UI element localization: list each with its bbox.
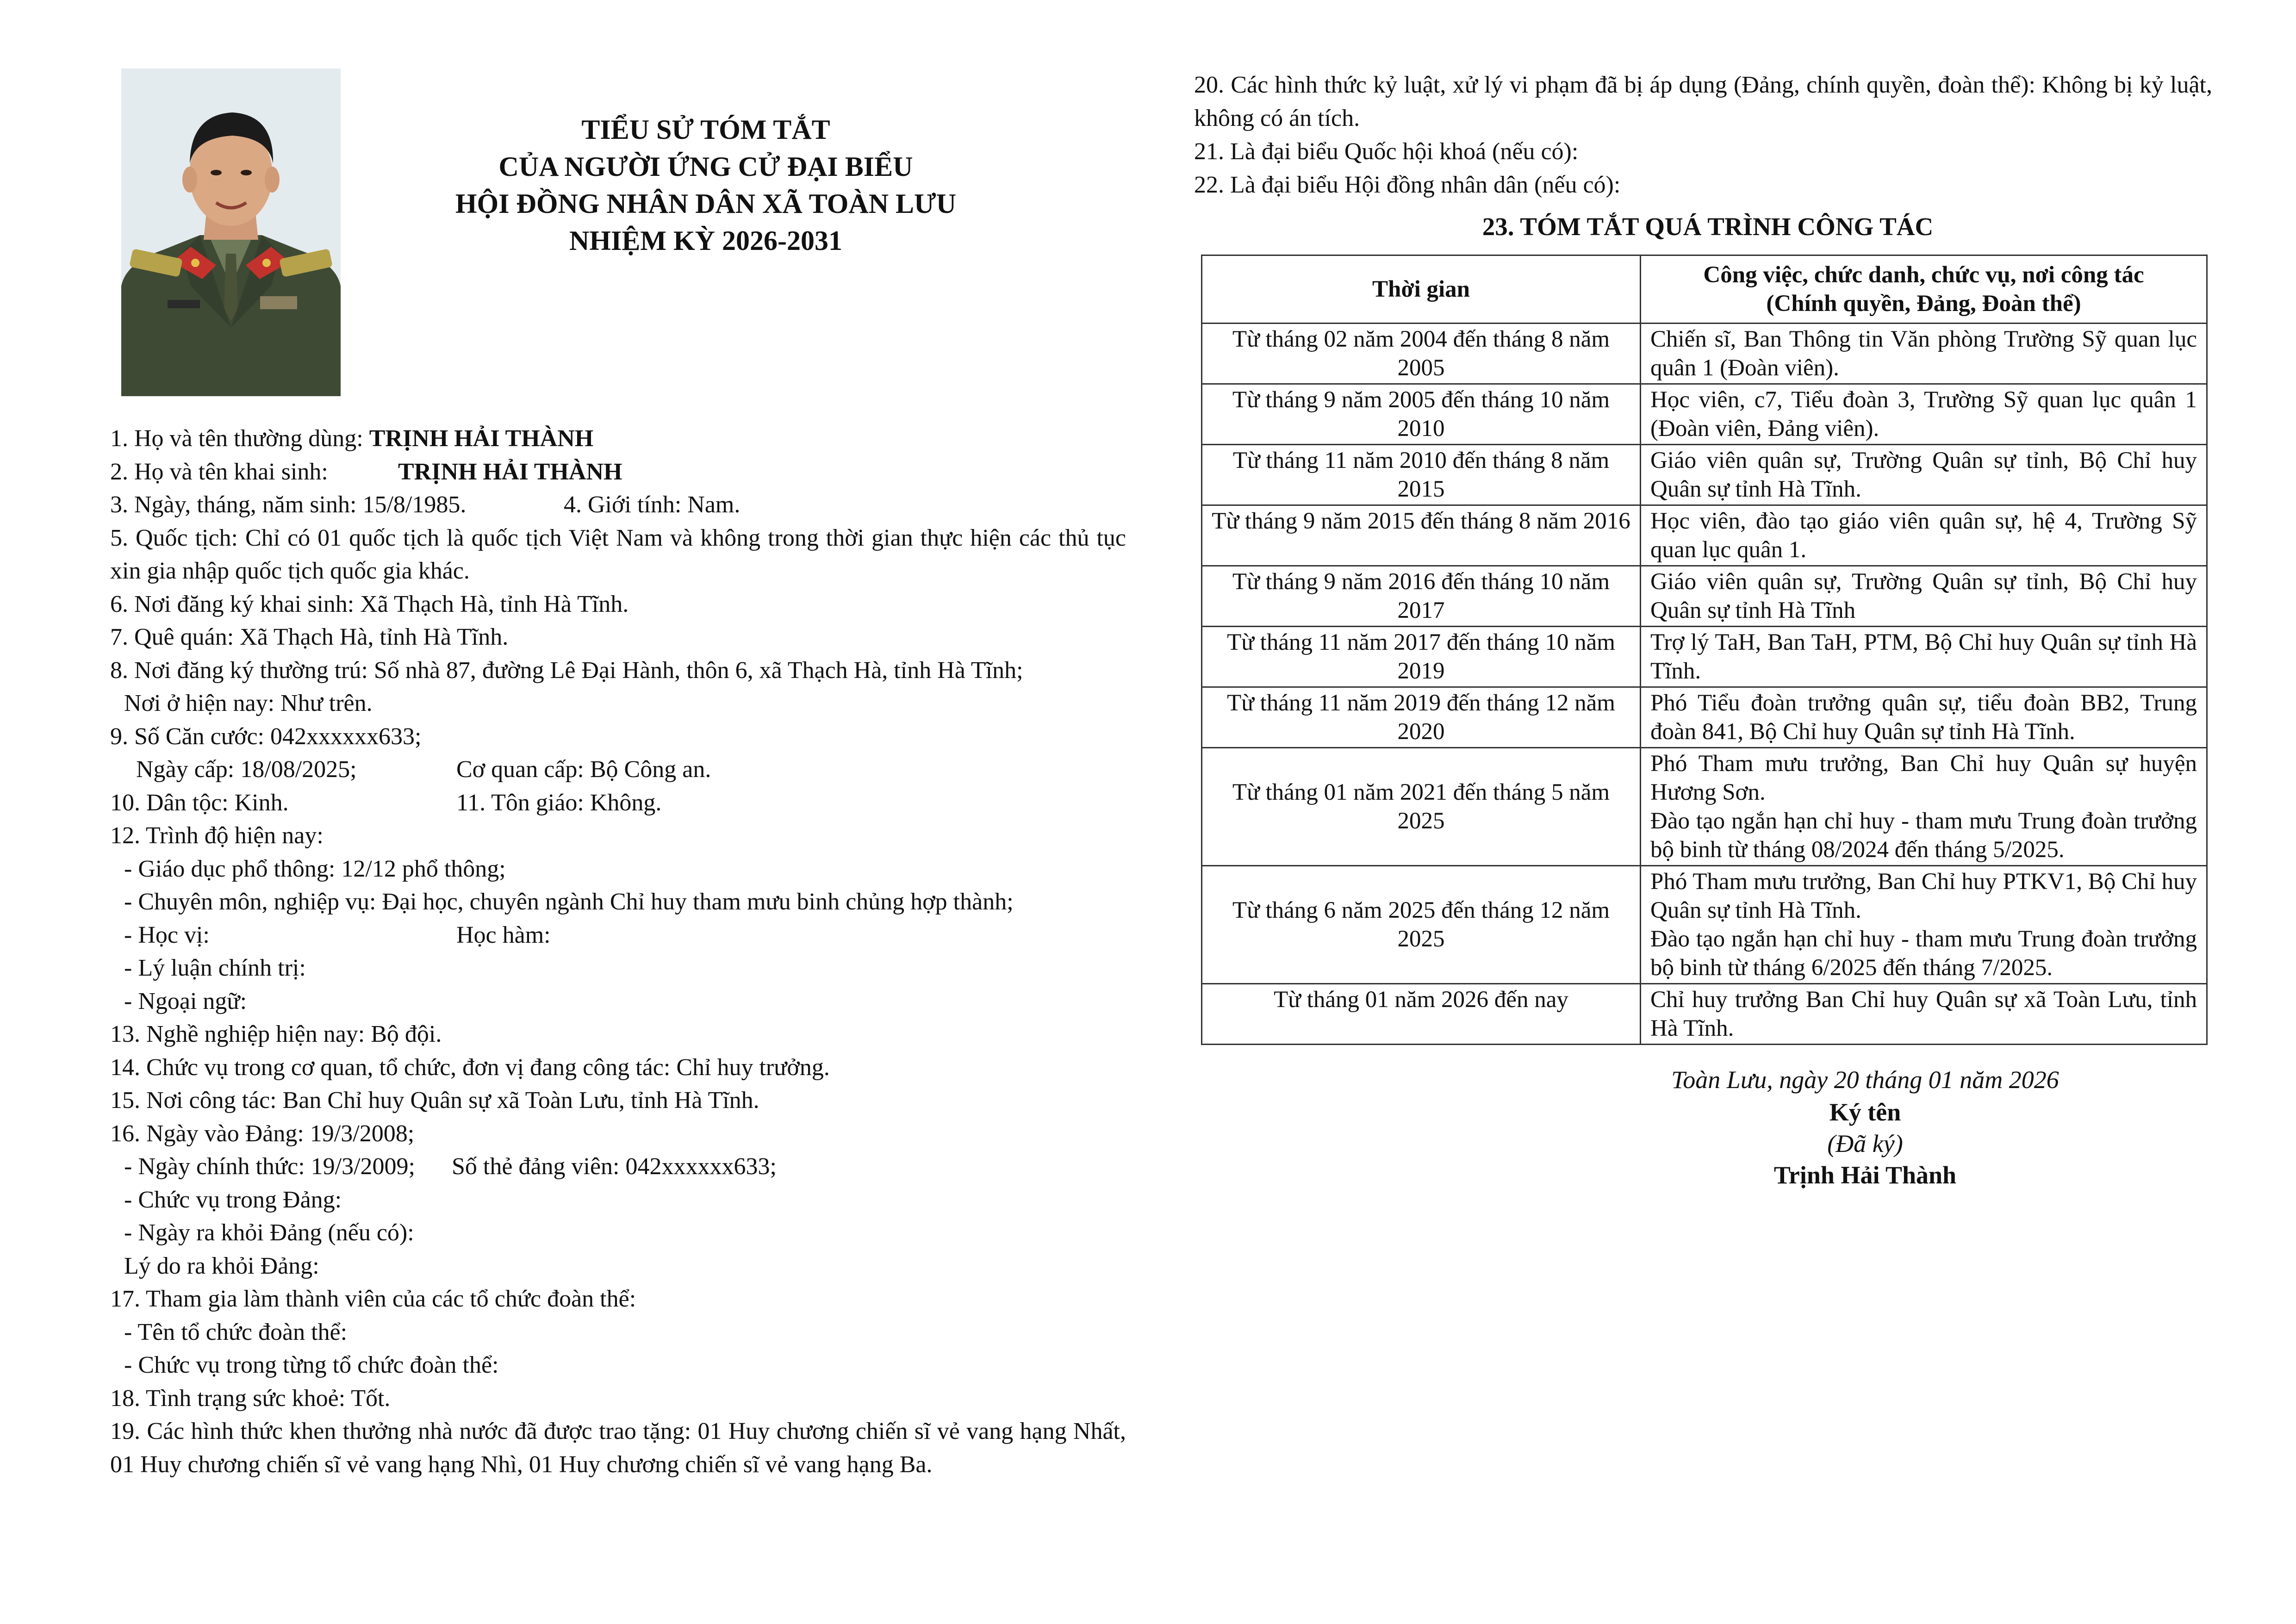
row-time: Từ tháng 11 năm 2019 đến tháng 12 năm 2020 (1202, 687, 1641, 748)
occupation: 13. Nghề nghiệp hiện nay: Bộ đội. (110, 1021, 442, 1047)
column-header-description-line-2: (Chính quyền, Đảng, Đoàn thể) (1766, 291, 2081, 317)
row-time: Từ tháng 9 năm 2016 đến tháng 10 năm 2017 (1202, 566, 1641, 627)
column-header-time: Thời gian (1202, 255, 1641, 324)
table-row (1202, 687, 2207, 748)
field-10-11 (110, 786, 1126, 820)
position: 14. Chức vụ trong cơ quan, tổ chức, đơn vị đang công tác: Chỉ huy trưởng. (110, 1054, 830, 1081)
health-status: 18. Tình trạng sức khoẻ: Tốt. (110, 1385, 391, 1412)
row-time: Từ tháng 11 năm 2010 đến tháng 8 năm 2015 (1202, 445, 1641, 505)
party-position: - Chức vụ trong Đảng: (124, 1186, 342, 1213)
row-description: Giáo viên quân sự, Trường Quân sự tỉnh, Bộ Chỉ huy Quân sự tỉnh Hà Tĩnh (1641, 566, 2207, 627)
row-time: Từ tháng 9 năm 2005 đến tháng 10 năm 2010 (1202, 384, 1641, 445)
awards: 19. Các hình thức khen thưởng nhà nước đã được trao tặng: 01 Huy chương chiến sĩ vẻ vang hạng Nhất, 01 Huy chương chiến sĩ vẻ vang hạng Nhì, 01 Huy chương chiến sĩ vẻ vang hạng Ba. (110, 1418, 1126, 1478)
academic-degree: - Học vị: (124, 921, 210, 948)
full-name-birth: TRỊNH HẢI THÀNH (398, 458, 622, 485)
row-time: Từ tháng 9 năm 2015 đến tháng 8 năm 2016 (1202, 505, 1641, 566)
row-description: Chiến sĩ, Ban Thông tin Văn phòng Trường Sỹ quan lục quân 1 (Đoàn viên). (1641, 324, 2207, 384)
row-description: Học viên, đào tạo giáo viên quân sự, hệ 4, Trường Sỹ quan lục quân 1. (1641, 505, 2207, 566)
row-description-line-1: Phó Tham mưu trưởng, Ban Chỉ huy PTKV1, Bộ Chỉ huy Quân sự tỉnh Hà Tĩnh. (1650, 869, 2197, 923)
heading-line-2: CỦA NGƯỜI ỨNG CỬ ĐẠI BIỂU (498, 151, 913, 182)
professional-qualification: - Chuyên môn, nghiệp vụ: Đại học, chuyên ngành Chỉ huy tham mưu binh chủng hợp thành; (124, 889, 1014, 915)
organizations-heading: 17. Tham gia làm thành viên của các tổ chức đoàn thể: (110, 1286, 636, 1312)
religion: 11. Tôn giáo: Không. (456, 789, 662, 816)
general-education: - Giáo dục phổ thông: 12/12 phổ thông; (124, 855, 506, 882)
table-row (1202, 627, 2207, 687)
place-and-date: Toàn Lưu, ngày 20 tháng 01 năm 2026 (1671, 1066, 2059, 1094)
portrait-photo (121, 68, 341, 396)
row-description-line-1: Phó Tham mưu trưởng, Ban Chỉ huy Quân sự huyện Hương Sơn. (1650, 751, 2197, 805)
row-description: Giáo viên quân sự, Trường Quân sự tỉnh, Bộ Chỉ huy Quân sự tỉnh Hà Tĩnh. (1641, 445, 2207, 505)
row-time: Từ tháng 02 năm 2004 đến tháng 8 năm 2005 (1202, 324, 1641, 384)
additional-fields (1194, 68, 2212, 202)
organization-position: - Chức vụ trong từng tổ chức đoàn thể: (124, 1352, 499, 1378)
nationality: 5. Quốc tịch: Chỉ có 01 quốc tịch là quốc tịch Việt Nam và không trong thời gian thực hiện các thủ tục xin gia nhập quốc tịch quốc gia khác. (110, 524, 1126, 584)
row-description (1641, 748, 2207, 866)
field-3-4 (110, 488, 1126, 522)
work-history-title: 23. TÓM TẮT QUÁ TRÌNH CÔNG TÁC (1482, 212, 1934, 241)
signature-label: Ký tên (1829, 1098, 1901, 1126)
date-of-birth: 3. Ngày, tháng, năm sinh: 15/8/1985. (110, 492, 467, 518)
heading-line-4: NHIỆM KỲ 2026-2031 (569, 225, 842, 256)
permanent-residence: 8. Nơi đăng ký thường trú: Số nhà 87, đường Lê Đại Hành, thôn 6, xã Thạch Hà, tỉnh Hà Tĩnh; (110, 657, 1023, 684)
row-description: Trợ lý TaH, Ban TaH, PTM, Bộ Chỉ huy Quân sự tỉnh Hà Tĩnh. (1641, 627, 2207, 687)
field-1-label: 1. Họ và tên thường dùng: (110, 425, 369, 452)
column-header-description (1641, 255, 2207, 324)
discipline: 20. Các hình thức kỷ luật, xử lý vi phạm đã bị áp dụng (Đảng, chính quyền, đoàn thể): Không bị kỷ luật, không có án tích. (1194, 72, 2212, 131)
party-official-row (110, 1150, 1126, 1183)
row-time: Từ tháng 6 năm 2025 đến tháng 12 năm 2025 (1202, 866, 1641, 984)
party-card-number: Số thẻ đảng viên: 042xxxxxx633; (452, 1153, 777, 1180)
hometown: 7. Quê quán: Xã Thạch Hà, tỉnh Hà Tĩnh. (110, 624, 509, 650)
gender: 4. Giới tính: Nam. (564, 492, 740, 518)
table-header-row (1202, 255, 2207, 324)
id-card-number: 9. Số Căn cước: 042xxxxxx633; (110, 723, 422, 750)
political-theory: - Lý luận chính trị: (124, 955, 306, 981)
organization-name: - Tên tổ chức đoàn thể: (124, 1319, 348, 1345)
column-header-description-line-1: Công việc, chức danh, chức vụ, nơi công tác (1703, 262, 2144, 288)
document-heading (342, 111, 1069, 259)
table-row (1202, 445, 2207, 505)
table-row (1202, 505, 2207, 566)
academic-title: Học hàm: (456, 921, 551, 948)
biography-fields (110, 422, 1126, 1481)
heading-line-1: TIỂU SỬ TÓM TẮT (581, 114, 830, 145)
heading-line-3: HỘI ĐỒNG NHÂN DÂN XÃ TOÀN LƯU (455, 188, 957, 219)
national-assembly-delegate: 21. Là đại biểu Quốc hội khoá (nếu có): (1194, 138, 1579, 165)
row-description: Phó Tiểu đoàn trưởng quân sự, tiểu đoàn BB2, Trung đoàn 841, Bộ Chỉ huy Quân sự tỉnh Hà Tĩnh. (1641, 687, 2207, 748)
table-row (1202, 324, 2207, 384)
academic-degree-row (110, 919, 1126, 952)
work-history-table (1201, 255, 2208, 1045)
workplace: 15. Nơi công tác: Ban Chỉ huy Quân sự xã Toàn Lưu, tỉnh Hà Tĩnh. (110, 1087, 759, 1114)
ethnicity: 10. Dân tộc: Kinh. (110, 789, 289, 816)
signed-note: (Đã ký) (1827, 1130, 1903, 1157)
party-official-date: - Ngày chính thức: 19/3/2009; (124, 1153, 415, 1180)
id-issue-date: Ngày cấp: 18/08/2025; (136, 756, 357, 783)
field-1 (110, 422, 1126, 455)
row-description: Học viên, c7, Tiểu đoàn 3, Trường Sỹ quan lục quân 1 (Đoàn viên, Đảng viên). (1641, 384, 2207, 445)
table-row (1202, 566, 2207, 627)
table-row (1202, 748, 2207, 866)
foreign-language: - Ngoại ngữ: (124, 988, 247, 1014)
table-row (1202, 866, 2207, 984)
row-time: Từ tháng 01 năm 2021 đến tháng 5 năm 2025 (1202, 748, 1641, 866)
field-2-label: 2. Họ và tên khai sinh: (110, 458, 328, 485)
row-description-line-2: Đào tạo ngắn hạn chỉ huy - tham mưu Trung đoàn trưởng bộ binh từ tháng 6/2025 đến tháng 7/2025. (1650, 926, 2197, 981)
row-description: Chỉ huy trưởng Ban Chỉ huy Quân sự xã Toàn Lưu, tỉnh Hà Tĩnh. (1641, 984, 2207, 1045)
full-name-common: TRỊNH HẢI THÀNH (369, 425, 594, 452)
signer-name: Trịnh Hải Thành (1773, 1161, 1957, 1189)
row-time: Từ tháng 01 năm 2026 đến nay (1202, 984, 1641, 1045)
party-join-date: 16. Ngày vào Đảng: 19/3/2008; (110, 1120, 415, 1147)
party-leave-date: - Ngày ra khỏi Đảng (nếu có): (124, 1220, 414, 1246)
table-row (1202, 984, 2207, 1045)
council-delegate: 22. Là đại biểu Hội đồng nhân dân (nếu có): (1194, 172, 1621, 198)
row-description (1641, 866, 2207, 984)
birth-registration-place: 6. Nơi đăng ký khai sinh: Xã Thạch Hà, tỉnh Hà Tĩnh. (110, 591, 629, 617)
id-card-issue (110, 753, 1126, 786)
table-row (1202, 384, 2207, 445)
current-residence: Nơi ở hiện nay: Như trên. (124, 690, 373, 716)
field-2 (110, 455, 1126, 489)
row-description-line-2: Đào tạo ngắn hạn chỉ huy - tham mưu Trung đoàn trưởng bộ binh từ tháng 08/2024 đến tháng 5/2025. (1650, 808, 2197, 863)
party-leave-reason: Lý do ra khỏi Đảng: (124, 1252, 319, 1279)
id-issue-authority: Cơ quan cấp: Bộ Công an. (456, 756, 711, 783)
row-time: Từ tháng 11 năm 2017 đến tháng 10 năm 2019 (1202, 627, 1641, 687)
education-heading: 12. Trình độ hiện nay: (110, 822, 324, 849)
